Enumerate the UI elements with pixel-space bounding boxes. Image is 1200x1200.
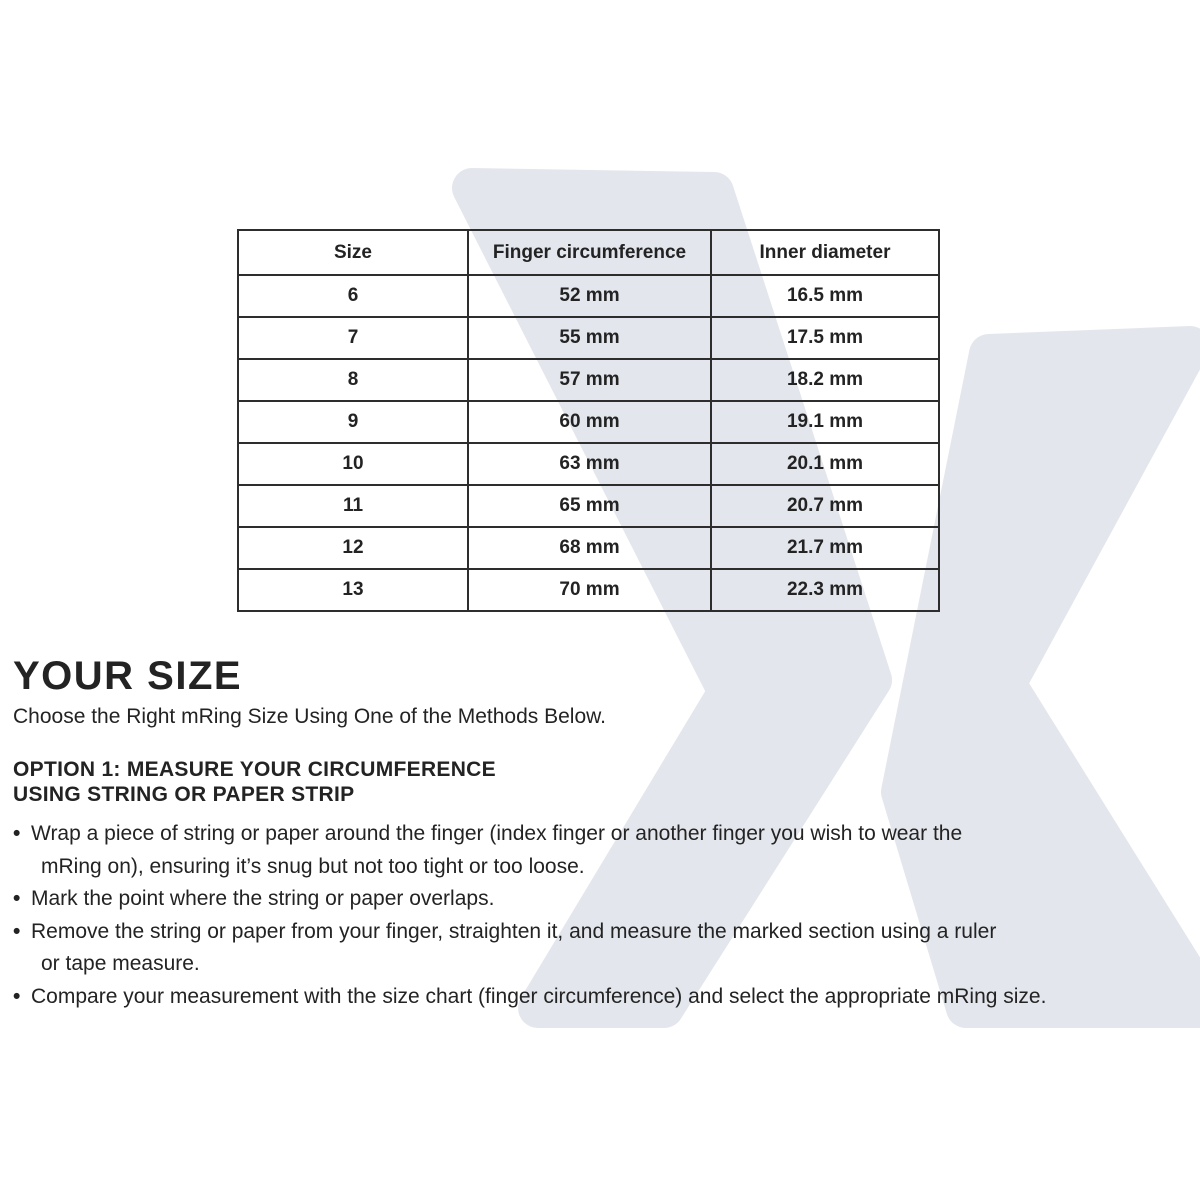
cell-diameter: 16.5 mm	[711, 275, 939, 317]
list-item-text: Mark the point where the string or paper overlaps.	[31, 887, 495, 910]
cell-size: 6	[238, 275, 468, 317]
bullet-icon: •	[13, 887, 21, 910]
header-size: Size	[238, 230, 468, 275]
cell-size: 8	[238, 359, 468, 401]
bullet-icon: •	[13, 984, 21, 1008]
table-row	[238, 317, 939, 359]
list-item	[13, 818, 1046, 851]
section-subtitle: Choose the Right mRing Size Using One of the Methods Below.	[13, 705, 606, 728]
option-1-heading-line2: USING STRING OR PAPER STRIP	[13, 783, 355, 806]
instruction-list	[13, 818, 1046, 1013]
table-row	[238, 569, 939, 611]
cell-size: 12	[238, 527, 468, 569]
header-inner-diameter: Inner diameter	[711, 230, 939, 275]
cell-diameter: 17.5 mm	[711, 317, 939, 359]
cell-circumference: 57 mm	[468, 359, 711, 401]
table-header-row	[238, 230, 939, 275]
header-finger-circumference: Finger circumference	[468, 230, 711, 275]
cell-diameter: 21.7 mm	[711, 527, 939, 569]
list-item	[13, 916, 1046, 949]
cell-circumference: 70 mm	[468, 569, 711, 611]
cell-circumference: 63 mm	[468, 443, 711, 485]
cell-size: 9	[238, 401, 468, 443]
table-row	[238, 359, 939, 401]
table-row	[238, 401, 939, 443]
bullet-icon: •	[13, 919, 21, 943]
list-item-continuation	[13, 851, 1046, 884]
list-item	[13, 883, 1046, 916]
cell-circumference: 68 mm	[468, 527, 711, 569]
cell-circumference: 52 mm	[468, 275, 711, 317]
option-1-heading-line1: OPTION 1: MEASURE YOUR CIRCUMFERENCE	[13, 758, 496, 781]
cell-diameter: 19.1 mm	[711, 401, 939, 443]
cell-diameter: 22.3 mm	[711, 569, 939, 611]
cell-circumference: 60 mm	[468, 401, 711, 443]
table-row	[238, 275, 939, 317]
list-item-continuation	[13, 948, 1046, 981]
cell-size: 10	[238, 443, 468, 485]
list-item-text: Compare your measurement with the size chart (finger circumference) and select the appropriate mRing size.	[31, 984, 1047, 1008]
cell-size: 7	[238, 317, 468, 359]
cell-diameter: 20.1 mm	[711, 443, 939, 485]
cell-circumference: 65 mm	[468, 485, 711, 527]
list-item-text: mRing on), ensuring it’s snug but not too tight or too loose.	[41, 854, 585, 878]
list-item	[13, 981, 1046, 1014]
cell-size: 13	[238, 569, 468, 611]
ring-size-table	[237, 229, 940, 612]
cell-diameter: 18.2 mm	[711, 359, 939, 401]
table-row	[238, 485, 939, 527]
list-item-text: Wrap a piece of string or paper around the finger (index finger or another finger you wish to wear the	[31, 822, 963, 845]
table-row	[238, 443, 939, 485]
list-item-text: Remove the string or paper from your finger, straighten it, and measure the marked section using a ruler	[31, 919, 997, 943]
option-1-heading	[13, 757, 496, 807]
cell-size: 11	[238, 485, 468, 527]
cell-diameter: 20.7 mm	[711, 485, 939, 527]
bullet-icon: •	[13, 822, 21, 845]
table-row	[238, 527, 939, 569]
page-title: YOUR SIZE	[13, 654, 243, 698]
list-item-text: or tape measure.	[41, 952, 200, 975]
cell-circumference: 55 mm	[468, 317, 711, 359]
